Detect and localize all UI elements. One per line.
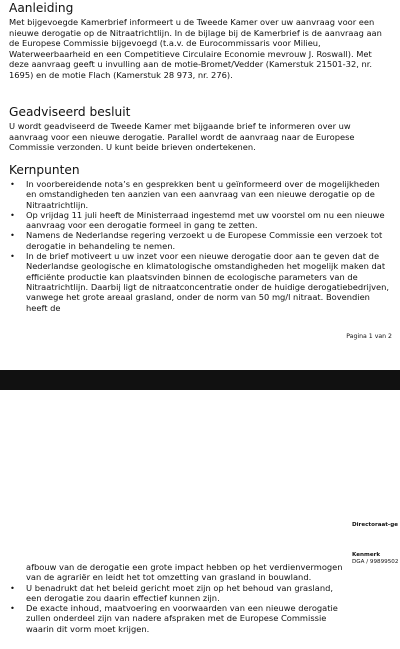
besluit-paragraph: U wordt geadviseerd de Tweede Kamer met bijgaande brief te informeren over uw aanvraag voor een nieuwe derogatie. Parallel wordt de aanvraag naar de Europese Commissie verzonden. U kunt beide brieven ondertekenen.	[9, 121, 355, 152]
bullet-icon: •	[10, 603, 15, 614]
aanleiding-paragraph: Met bijgevoegde Kamerbrief informeert u de Tweede Kamer over uw aanvraag voor een nieuwe derogatie op de Nitraatrichtlijn. In de bijlage bij de Kamerbrief is de aanvraag aan de Europese Commissie bijgevoegd (t.a.v. de Eurocommissaris voor Milieu, Waterweerbaarheid en een Competitieve Circulaire Economie mevrouw J. Roswall). Met deze aanvraag geeft u invulling aan de motie-Bromet/Vedder (Kamerstuk 21501-32, nr. 1695) en de motie Flach (Kamerstuk 28 973, nr. 276).	[9, 17, 382, 80]
bullet-icon: •	[10, 251, 15, 262]
page-separator	[0, 370, 400, 390]
bullet-icon: •	[10, 582, 15, 593]
heading-aanleiding: Aanleiding	[9, 1, 74, 15]
list-item-continuation: afbouw van de derogatie een grote impact hebben op het verdienvermogen van de agrariër en leidt het tot omzetting van grasland in bouwland.	[26, 562, 343, 583]
list-item: • In de brief motiveert u uw inzet voor een nieuwe derogatie door aan te geven dat de Nederlandse geologische en klimatologische omstandigheden het mogelijk maken dat efficiënte productie kan plaatsvinden binnen de ecologische parameters van de Nitraatrichtlijn. Daarbij ligt de nitraatconcentratie onder de huidige derogatiebedrijven, vanwege het grote areaal grasland, onder de norm van 50 mg/l nitraat. Bovendien heeft de	[10, 251, 390, 313]
document-page-2	[0, 390, 400, 649]
list-item: • In voorbereidende nota’s en gesprekken bent u geïnformeerd over de mogelijkheden en omstandigheden ten aanzien van een aanvraag van een nieuwe derogatie op de Nitraatrichtlijn.	[10, 179, 380, 210]
heading-geadviseerd-besluit: Geadviseerd besluit	[9, 105, 131, 119]
kenmerk-label: Kenmerk	[352, 552, 381, 558]
page-number: Pagina 1 van 2	[346, 333, 392, 340]
kenmerk-value: DGA / 99899502	[352, 559, 399, 565]
kernpunten-list	[9, 179, 391, 313]
directorate-label: Directoraat-ge	[352, 522, 399, 528]
bullet-icon: •	[10, 230, 15, 241]
list-item: • Namens de Nederlandse regering verzoekt u de Europese Commissie een verzoek tot derogatie in behandeling te nemen.	[10, 230, 383, 251]
list-item: • Op vrijdag 11 juli heeft de Ministerraad ingestemd met uw voorstel om nu een nieuwe aanvraag voor een derogatie formeel in gang te zetten.	[10, 209, 385, 231]
bullet-icon: •	[10, 179, 15, 189]
kernpunten-list-continued	[9, 562, 349, 634]
list-item: • U benadrukt dat het beleid gericht moet zijn op het behoud van grasland, een derogatie zou daarin effectief kunnen zijn.	[10, 582, 333, 603]
list-item: • De exacte inhoud, maatvoering en voorwaarden van een nieuwe derogatie zullen onderdeel zijn van nadere afspraken met de Europese Commissie waarin dit vorm moet krijgen.	[10, 603, 338, 634]
bullet-icon: •	[10, 209, 15, 220]
heading-kernpunten: Kernpunten	[9, 163, 80, 177]
